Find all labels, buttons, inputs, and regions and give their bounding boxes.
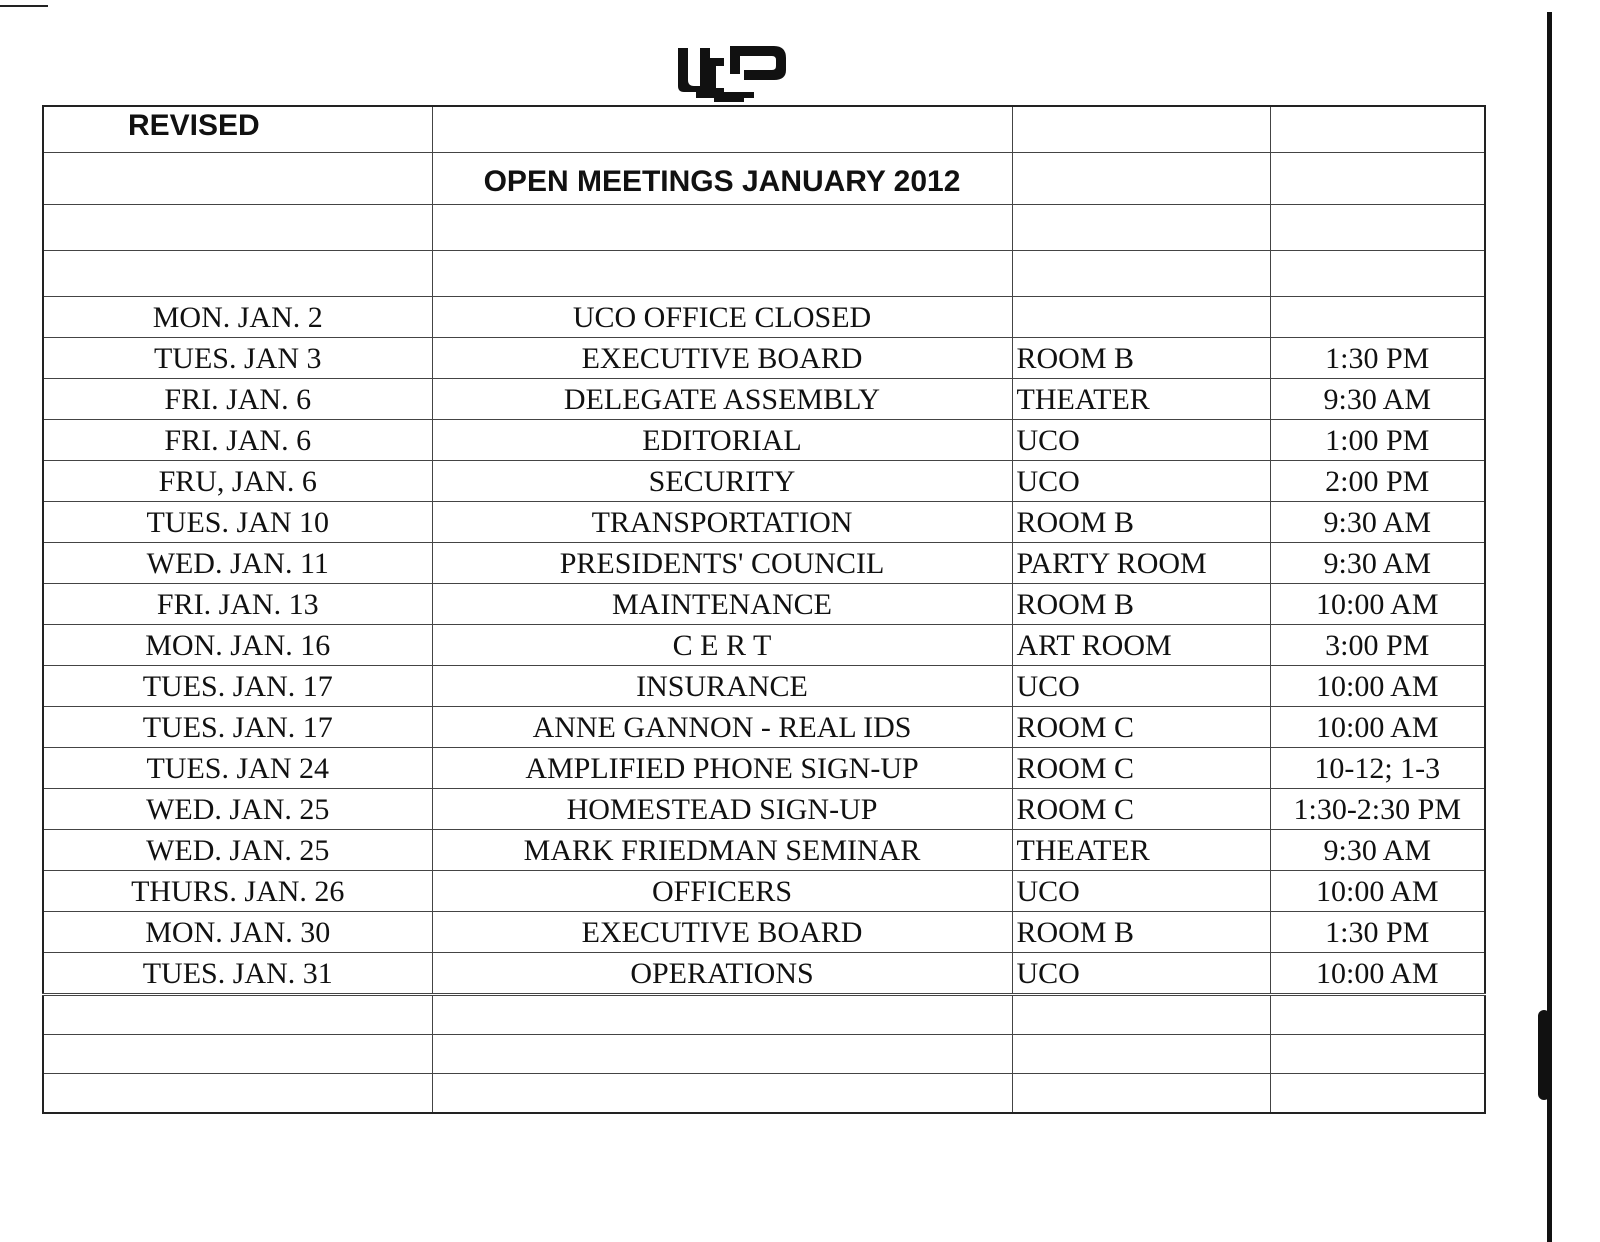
table-row (43, 584, 1485, 625)
meeting-date: WED. JAN. 11 (43, 543, 432, 584)
meeting-location: THEATER (1012, 830, 1270, 871)
scan-edge-blob (1538, 1010, 1550, 1100)
blank-row (43, 1074, 1485, 1114)
meeting-date: WED. JAN. 25 (43, 789, 432, 830)
meeting-location: ROOM B (1012, 338, 1270, 379)
meeting-event: AMPLIFIED PHONE SIGN-UP (432, 748, 1012, 789)
meeting-event: MARK FRIEDMAN SEMINAR (432, 830, 1012, 871)
meeting-event: ANNE GANNON - REAL IDS (432, 707, 1012, 748)
table-row (43, 830, 1485, 871)
meeting-time: 2:00 PM (1270, 461, 1485, 502)
meeting-event: TRANSPORTATION (432, 502, 1012, 543)
meeting-location: PARTY ROOM (1012, 543, 1270, 584)
meeting-date: FRI. JAN. 13 (43, 584, 432, 625)
meeting-event: PRESIDENTS' COUNCIL (432, 543, 1012, 584)
meeting-location: UCO (1012, 953, 1270, 995)
blank-row (43, 995, 1485, 1035)
meeting-event: EXECUTIVE BOARD (432, 912, 1012, 953)
meeting-time: 1:30 PM (1270, 338, 1485, 379)
meeting-event: EDITORIAL (432, 420, 1012, 461)
meeting-location (1012, 297, 1270, 338)
meeting-event: EXECUTIVE BOARD (432, 338, 1012, 379)
meetings-table (42, 105, 1486, 1114)
meeting-location: UCO (1012, 666, 1270, 707)
meeting-time: 10:00 AM (1270, 666, 1485, 707)
table-row (43, 625, 1485, 666)
table-row (43, 666, 1485, 707)
meeting-location: ROOM B (1012, 502, 1270, 543)
meeting-time: 9:30 AM (1270, 830, 1485, 871)
meeting-event: UCO OFFICE CLOSED (432, 297, 1012, 338)
meeting-time: 10:00 AM (1270, 707, 1485, 748)
header-row-revised (43, 106, 1485, 153)
meeting-date: MON. JAN. 16 (43, 625, 432, 666)
blank-row (43, 1035, 1485, 1074)
meeting-location: ROOM C (1012, 748, 1270, 789)
meeting-time: 10:00 AM (1270, 953, 1485, 995)
table-row (43, 912, 1485, 953)
table-row (43, 707, 1485, 748)
table-row (43, 379, 1485, 420)
meeting-location: THEATER (1012, 379, 1270, 420)
meeting-time: 9:30 AM (1270, 502, 1485, 543)
meeting-time: 1:30-2:30 PM (1270, 789, 1485, 830)
meeting-time (1270, 297, 1485, 338)
meeting-date: FRI. JAN. 6 (43, 379, 432, 420)
meeting-date: TUES. JAN. 17 (43, 666, 432, 707)
meeting-event: DELEGATE ASSEMBLY (432, 379, 1012, 420)
meeting-location: ROOM C (1012, 707, 1270, 748)
meeting-time: 3:00 PM (1270, 625, 1485, 666)
meeting-date: TUES. JAN. 31 (43, 953, 432, 995)
meeting-time: 9:30 AM (1270, 379, 1485, 420)
page-title: OPEN MEETINGS JANUARY 2012 (432, 153, 1012, 205)
meeting-location: UCO (1012, 461, 1270, 502)
meeting-date: TUES. JAN 10 (43, 502, 432, 543)
meeting-date: TUES. JAN 24 (43, 748, 432, 789)
revised-label: REVISED (43, 106, 432, 153)
meeting-event: MAINTENANCE (432, 584, 1012, 625)
meeting-time: 1:30 PM (1270, 912, 1485, 953)
meeting-location: ROOM B (1012, 912, 1270, 953)
table-row (43, 297, 1485, 338)
meeting-time: 10-12; 1-3 (1270, 748, 1485, 789)
table-row (43, 871, 1485, 912)
meeting-event: C E R T (432, 625, 1012, 666)
meeting-date: FRU, JAN. 6 (43, 461, 432, 502)
uco-logo-icon (674, 40, 792, 106)
header-row-title (43, 153, 1485, 205)
table-row (43, 789, 1485, 830)
meeting-event: OFFICERS (432, 871, 1012, 912)
meeting-date: TUES. JAN 3 (43, 338, 432, 379)
meeting-event: SECURITY (432, 461, 1012, 502)
meeting-event: OPERATIONS (432, 953, 1012, 995)
scan-mark (0, 5, 48, 7)
meeting-date: WED. JAN. 25 (43, 830, 432, 871)
table-row (43, 748, 1485, 789)
blank-row (43, 251, 1485, 297)
meeting-date: FRI. JAN. 6 (43, 420, 432, 461)
table-row (43, 543, 1485, 584)
meeting-date: TUES. JAN. 17 (43, 707, 432, 748)
meeting-date: THURS. JAN. 26 (43, 871, 432, 912)
table-row (43, 502, 1485, 543)
blank-row (43, 205, 1485, 251)
table-row (43, 461, 1485, 502)
meeting-location: ROOM B (1012, 584, 1270, 625)
table-row (43, 420, 1485, 461)
meeting-date: MON. JAN. 30 (43, 912, 432, 953)
meeting-event: HOMESTEAD SIGN-UP (432, 789, 1012, 830)
meeting-location: UCO (1012, 420, 1270, 461)
table-row (43, 338, 1485, 379)
meeting-location: UCO (1012, 871, 1270, 912)
meeting-time: 1:00 PM (1270, 420, 1485, 461)
meeting-event: INSURANCE (432, 666, 1012, 707)
meeting-time: 9:30 AM (1270, 543, 1485, 584)
meeting-time: 10:00 AM (1270, 584, 1485, 625)
meeting-time: 10:00 AM (1270, 871, 1485, 912)
meeting-location: ART ROOM (1012, 625, 1270, 666)
meeting-date: MON. JAN. 2 (43, 297, 432, 338)
table-row (43, 953, 1485, 995)
meeting-location: ROOM C (1012, 789, 1270, 830)
